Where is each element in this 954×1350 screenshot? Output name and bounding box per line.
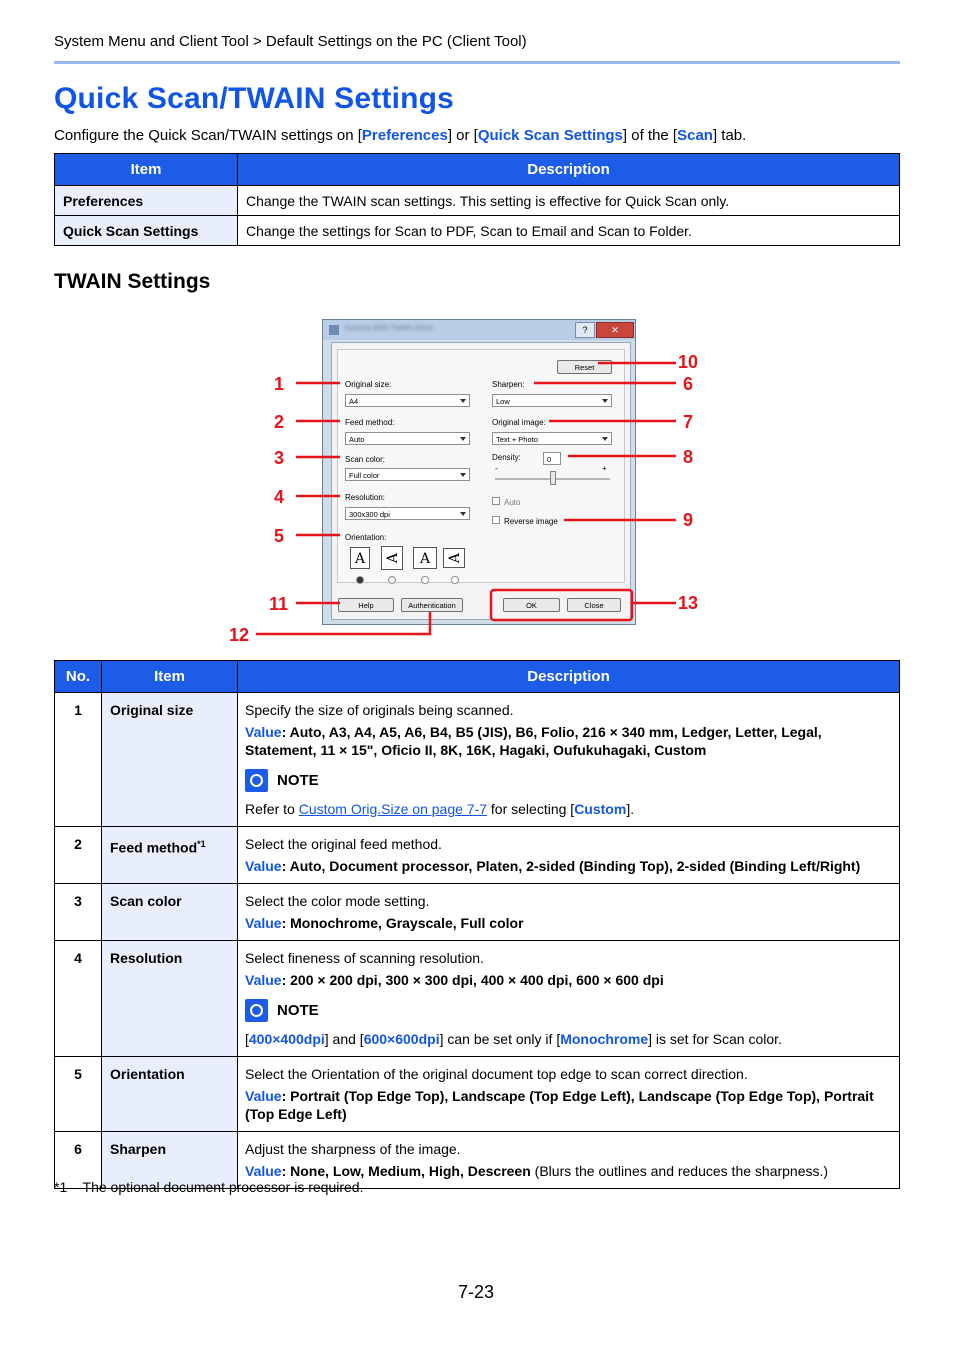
row-item: Preferences bbox=[55, 186, 238, 216]
callout-number: 8 bbox=[683, 447, 694, 467]
quick-scan-settings-link: Quick Scan Settings bbox=[477, 127, 623, 144]
row-description: Change the TWAIN scan settings. This setting is effective for Quick Scan only. bbox=[238, 186, 900, 216]
original-image-label: Original image: bbox=[492, 418, 546, 427]
table-row bbox=[55, 827, 900, 884]
reset-button[interactable]: Reset bbox=[557, 360, 612, 374]
col-header-no: No. bbox=[55, 661, 102, 693]
col-header-item: Item bbox=[55, 154, 238, 186]
density-label: Density: bbox=[492, 453, 521, 462]
custom-orig-size-link[interactable]: Custom Orig.Size on page 7-7 bbox=[298, 801, 488, 817]
original-image-select[interactable]: Text + Photo bbox=[492, 432, 612, 445]
breadcrumb: System Menu and Client Tool > Default Settings on the PC (Client Tool) bbox=[54, 33, 527, 50]
callout-number: 12 bbox=[229, 625, 250, 645]
auto-label: Auto bbox=[504, 498, 521, 507]
row-number: 1 bbox=[55, 693, 102, 827]
callout-number: 1 bbox=[274, 374, 285, 394]
page-title: Quick Scan/TWAIN Settings bbox=[54, 82, 455, 115]
row-item: Scan color bbox=[102, 884, 238, 941]
table-row bbox=[55, 941, 900, 1057]
note-heading: NOTE bbox=[245, 769, 893, 792]
table-row bbox=[55, 693, 900, 827]
note-icon bbox=[245, 769, 268, 792]
help-button[interactable]: Help bbox=[338, 598, 394, 612]
note-icon bbox=[245, 999, 268, 1022]
scan-tab-link: Scan bbox=[677, 127, 713, 144]
row-item: Sharpen bbox=[102, 1132, 238, 1189]
density-plus: + bbox=[602, 464, 607, 473]
row-number: 5 bbox=[55, 1057, 102, 1132]
portrait-top-icon: A bbox=[350, 547, 370, 569]
callout-number: 4 bbox=[274, 487, 285, 507]
row-description: Select the color mode setting. Value: Monochrome, Grayscale, Full color bbox=[238, 884, 900, 941]
callout-number: 3 bbox=[274, 448, 285, 468]
row-number: 2 bbox=[55, 827, 102, 884]
density-value[interactable]: 0 bbox=[543, 452, 561, 465]
landscape-top-icon: A bbox=[413, 547, 437, 569]
callout-line-12 bbox=[256, 612, 430, 634]
section-title: TWAIN Settings bbox=[54, 270, 211, 293]
row-description: Adjust the sharpness of the image. Value: None, Low, Medium, High, Descreen (Blurs the outlines and reduces the sharpness.) bbox=[238, 1132, 900, 1189]
row-item: Resolution bbox=[102, 941, 238, 1057]
feed-method-label: Feed method: bbox=[345, 418, 395, 427]
density-minus: - bbox=[495, 464, 498, 473]
callout-number: 11 bbox=[269, 594, 289, 614]
sharpen-label: Sharpen: bbox=[492, 380, 525, 389]
orientation-label: Orientation: bbox=[345, 533, 387, 542]
table-row bbox=[55, 1057, 900, 1132]
feed-method-select[interactable]: Auto bbox=[345, 432, 470, 445]
original-size-select[interactable]: A4 bbox=[345, 394, 470, 407]
callout-number: 13 bbox=[678, 593, 699, 613]
row-number: 6 bbox=[55, 1132, 102, 1189]
reverse-image-label: Reverse image bbox=[504, 517, 558, 526]
portrait-left-icon: A bbox=[443, 548, 465, 568]
scan-color-label: Scan color: bbox=[345, 455, 386, 464]
intro-text: Configure the Quick Scan/TWAIN settings on [Preferences] or [Quick Scan Settings] of the [Scan] tab. bbox=[54, 127, 747, 144]
note-heading: NOTE bbox=[245, 999, 893, 1022]
callout-number: 10 bbox=[678, 352, 699, 372]
row-item: Orientation bbox=[102, 1057, 238, 1132]
dialog-title: Kyocera 2000 TWAIN Driver bbox=[345, 325, 433, 332]
col-header-description: Description bbox=[238, 661, 900, 693]
resolution-select[interactable]: 300x300 dpi bbox=[345, 507, 470, 520]
row-item: Feed method$^{*1}$ bbox=[102, 827, 238, 884]
row-description: Select fineness of scanning resolution. Value: 200 × 200 dpi, 300 × 300 dpi, 400 × 400 dpi, 600 × 600 dpi NOTE [400×400dpi] and [600×600dpi] can be set only if [Monochrome] is set for Scan color. bbox=[238, 941, 900, 1057]
ok-close-highlight bbox=[491, 590, 632, 620]
col-header-description: Description bbox=[238, 154, 900, 186]
footnote: *1 The optional document processor is required. bbox=[54, 1179, 364, 1195]
scan-color-select[interactable]: Full color bbox=[345, 468, 470, 481]
twain-settings-table bbox=[54, 660, 900, 1189]
landscape-left-icon: A bbox=[381, 546, 403, 570]
authentication-button[interactable]: Authentication bbox=[401, 598, 463, 612]
callout-number: 7 bbox=[683, 412, 694, 432]
row-item: Quick Scan Settings bbox=[55, 216, 238, 246]
row-description: Select the original feed method. Value: Auto, Document processor, Platen, 2-sided (Binding Top), 2-sided (Binding Left/Right) bbox=[238, 827, 900, 884]
row-number: 3 bbox=[55, 884, 102, 941]
row-item: Original size bbox=[102, 693, 238, 827]
dialog-close-button[interactable]: Close bbox=[567, 598, 621, 612]
table-row bbox=[55, 884, 900, 941]
col-header-item: Item bbox=[102, 661, 238, 693]
close-icon[interactable]: ✕ bbox=[596, 322, 634, 338]
row-number: 4 bbox=[55, 941, 102, 1057]
ok-button[interactable]: OK bbox=[503, 598, 560, 612]
resolution-label: Resolution: bbox=[345, 493, 386, 502]
row-description: Change the settings for Scan to PDF, Scan to Email and Scan to Folder. bbox=[238, 216, 900, 246]
help-icon[interactable]: ? bbox=[575, 322, 595, 338]
original-size-label: Original size: bbox=[345, 380, 392, 389]
row-description: Select the Orientation of the original document top edge to scan correct direction. Value: Portrait (Top Edge Top), Landscape (Top Edge Left), Landscape (Top Edge Top), Portrait (Top Edge Left) bbox=[238, 1057, 900, 1132]
sharpen-select[interactable]: Low bbox=[492, 394, 612, 407]
callout-number: 9 bbox=[683, 510, 694, 530]
callout-number: 2 bbox=[274, 412, 285, 432]
callout-lines bbox=[0, 0, 954, 660]
preferences-link: Preferences bbox=[361, 127, 448, 144]
row-description: Specify the size of originals being scanned. Value: Auto, A3, A4, A5, A6, B4, B5 (JIS), B6, Folio, 216 × 340 mm, Ledger, Letter, Legal, Statement, 11 × 15", Oficio II, 8K, 16K, Hagaki, Oufukuhagaki, Custom NOTE Refer to Custom Orig.Size on page 7-7 for selecting [Custom]. bbox=[238, 693, 900, 827]
callout-number: 5 bbox=[274, 526, 285, 546]
callout-number: 6 bbox=[683, 374, 694, 394]
page-number: 7-23 bbox=[458, 1282, 495, 1302]
